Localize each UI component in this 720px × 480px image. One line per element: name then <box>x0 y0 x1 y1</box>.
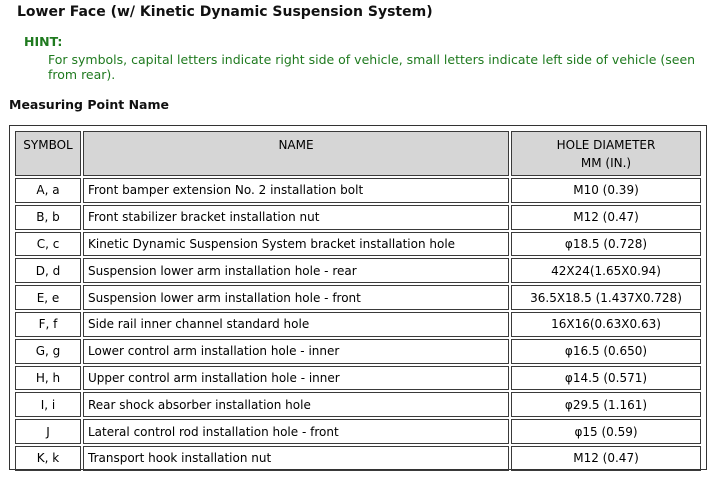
table-row <box>15 285 701 310</box>
cell-diameter: φ29.5 (1.161) <box>511 392 701 417</box>
cell-name: Suspension lower arm installation hole - front <box>83 285 509 310</box>
cell-symbol: D, d <box>15 258 81 283</box>
section-title: Measuring Point Name <box>9 97 169 112</box>
cell-symbol: B, b <box>15 205 81 230</box>
cell-diameter: φ16.5 (0.650) <box>511 339 701 364</box>
table-row <box>15 258 701 283</box>
header-symbol: SYMBOL <box>15 131 81 176</box>
cell-symbol: K, k <box>15 446 81 471</box>
cell-diameter: 36.5X18.5 (1.437X0.728) <box>511 285 701 310</box>
table-row <box>15 366 701 391</box>
cell-name: Lateral control rod installation hole - front <box>83 419 509 444</box>
table-header-row <box>15 131 701 176</box>
header-name: NAME <box>83 131 509 176</box>
hint-text: For symbols, capital letters indicate right side of vehicle, small letters indicate left side of vehicle (seen from rear). <box>48 52 696 82</box>
table-row <box>15 339 701 364</box>
cell-symbol: F, f <box>15 312 81 337</box>
cell-symbol: C, c <box>15 232 81 257</box>
hint-label: HINT: <box>24 34 63 49</box>
cell-name: Side rail inner channel standard hole <box>83 312 509 337</box>
table-row <box>15 232 701 257</box>
cell-symbol: E, e <box>15 285 81 310</box>
cell-name: Transport hook installation nut <box>83 446 509 471</box>
cell-diameter: M10 (0.39) <box>511 178 701 203</box>
cell-symbol: H, h <box>15 366 81 391</box>
cell-name: Upper control arm installation hole - inner <box>83 366 509 391</box>
cell-diameter: φ18.5 (0.728) <box>511 232 701 257</box>
cell-name: Rear shock absorber installation hole <box>83 392 509 417</box>
cell-diameter: 16X16(0.63X0.63) <box>511 312 701 337</box>
cell-symbol: J <box>15 419 81 444</box>
measuring-point-table-frame <box>9 125 707 470</box>
table-row <box>15 419 701 444</box>
cell-diameter: φ15 (0.59) <box>511 419 701 444</box>
cell-diameter: 42X24(1.65X0.94) <box>511 258 701 283</box>
header-hole-diameter-line2: MM (IN.) <box>580 156 632 170</box>
table-row <box>15 446 701 471</box>
cell-name: Kinetic Dynamic Suspension System bracket installation hole <box>83 232 509 257</box>
cell-diameter: M12 (0.47) <box>511 205 701 230</box>
cell-name: Suspension lower arm installation hole - rear <box>83 258 509 283</box>
table-row <box>15 392 701 417</box>
cell-symbol: I, i <box>15 392 81 417</box>
header-hole-diameter <box>511 131 701 176</box>
page-title: Lower Face (w/ Kinetic Dynamic Suspension System) <box>17 4 433 20</box>
cell-symbol: G, g <box>15 339 81 364</box>
cell-diameter: φ14.5 (0.571) <box>511 366 701 391</box>
cell-diameter: M12 (0.47) <box>511 446 701 471</box>
cell-symbol: A, a <box>15 178 81 203</box>
table-row <box>15 178 701 203</box>
header-hole-diameter-line1: HOLE DIAMETER <box>556 138 656 152</box>
measuring-point-table <box>13 129 703 473</box>
cell-name: Front bamper extension No. 2 installation bolt <box>83 178 509 203</box>
cell-name: Front stabilizer bracket installation nut <box>83 205 509 230</box>
cell-name: Lower control arm installation hole - inner <box>83 339 509 364</box>
table-row <box>15 205 701 230</box>
table-row <box>15 312 701 337</box>
